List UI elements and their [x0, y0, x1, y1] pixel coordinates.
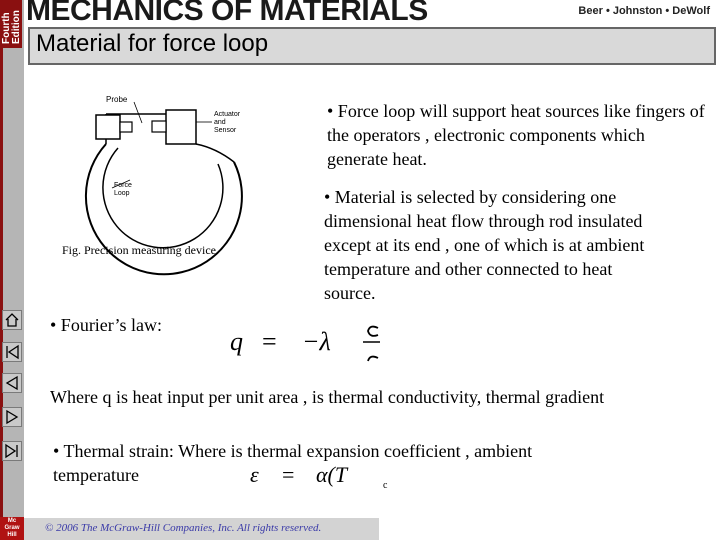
book-title: MECHANICS OF MATERIALS	[26, 0, 428, 27]
mcgraw-hill-logo	[0, 517, 24, 540]
label-force-2: Loop	[114, 190, 130, 197]
logo-line-1: Mc	[7, 518, 17, 524]
previous-slide-button[interactable]	[2, 373, 22, 393]
figure-caption: Fig. Precision measuring device.	[62, 243, 219, 257]
thermal-strain-equation	[248, 460, 398, 492]
fourier-explanation: Where q is heat input per unit area , is thermal conductivity, thermal gradient	[50, 387, 605, 407]
copyright-notice: © 2006 The McGraw-Hill Companies, Inc. All rights reserved.	[45, 522, 322, 534]
previous-slide-icon	[4, 375, 20, 391]
next-slide-button[interactable]	[2, 407, 22, 427]
last-slide-icon	[4, 443, 20, 459]
home-button[interactable]	[2, 310, 22, 330]
label-force-1: Force	[114, 182, 132, 189]
bullet-force-loop: • Force loop will support heat sources like fingers of the operators , electronic components which generate heat.	[327, 101, 705, 169]
label-actuator-1: Actuator	[214, 111, 241, 118]
fourier-law-equation	[228, 318, 388, 366]
strain-subscript: c	[383, 480, 388, 491]
strain-eq: =	[282, 462, 295, 487]
authors: Beer • Johnston • DeWolf	[578, 5, 710, 17]
fourier-lhs: q	[230, 327, 243, 356]
strain-rhs: α(T	[316, 462, 348, 487]
label-actuator-3: Sensor	[214, 127, 237, 134]
label-probe: Probe	[106, 95, 128, 104]
first-slide-icon	[4, 344, 20, 360]
bullet-material-selection: • Material is selected by considering one dimensional heat flow through rod insulated except at its end , one of which is at ambient temperature and other connected to heat source.	[324, 187, 645, 303]
strain-lhs: ε	[250, 462, 259, 487]
edition-line-1: Fourth	[1, 12, 12, 44]
bullet-thermal-strain: • Thermal strain: Where is thermal expansion coefficient , ambient temperature	[53, 441, 533, 485]
logo-line-2: Graw	[4, 525, 20, 531]
next-slide-icon	[4, 409, 20, 425]
home-icon	[4, 312, 20, 328]
first-slide-button[interactable]	[2, 342, 22, 362]
precision-measuring-device-figure	[56, 92, 294, 292]
slide-title: Material for force loop	[36, 30, 269, 57]
last-slide-button[interactable]	[2, 441, 22, 461]
slide-title-box	[28, 27, 716, 65]
fourier-rhs: −λ	[302, 327, 331, 356]
label-actuator-2: and	[214, 119, 226, 126]
edition-badge	[0, 0, 22, 48]
logo-line-3: Hill	[7, 532, 17, 538]
fourier-eq: =	[262, 327, 277, 356]
bullet-fourier-law: • Fourier’s law:	[50, 315, 162, 335]
edition-line-2: Edition	[11, 10, 22, 44]
